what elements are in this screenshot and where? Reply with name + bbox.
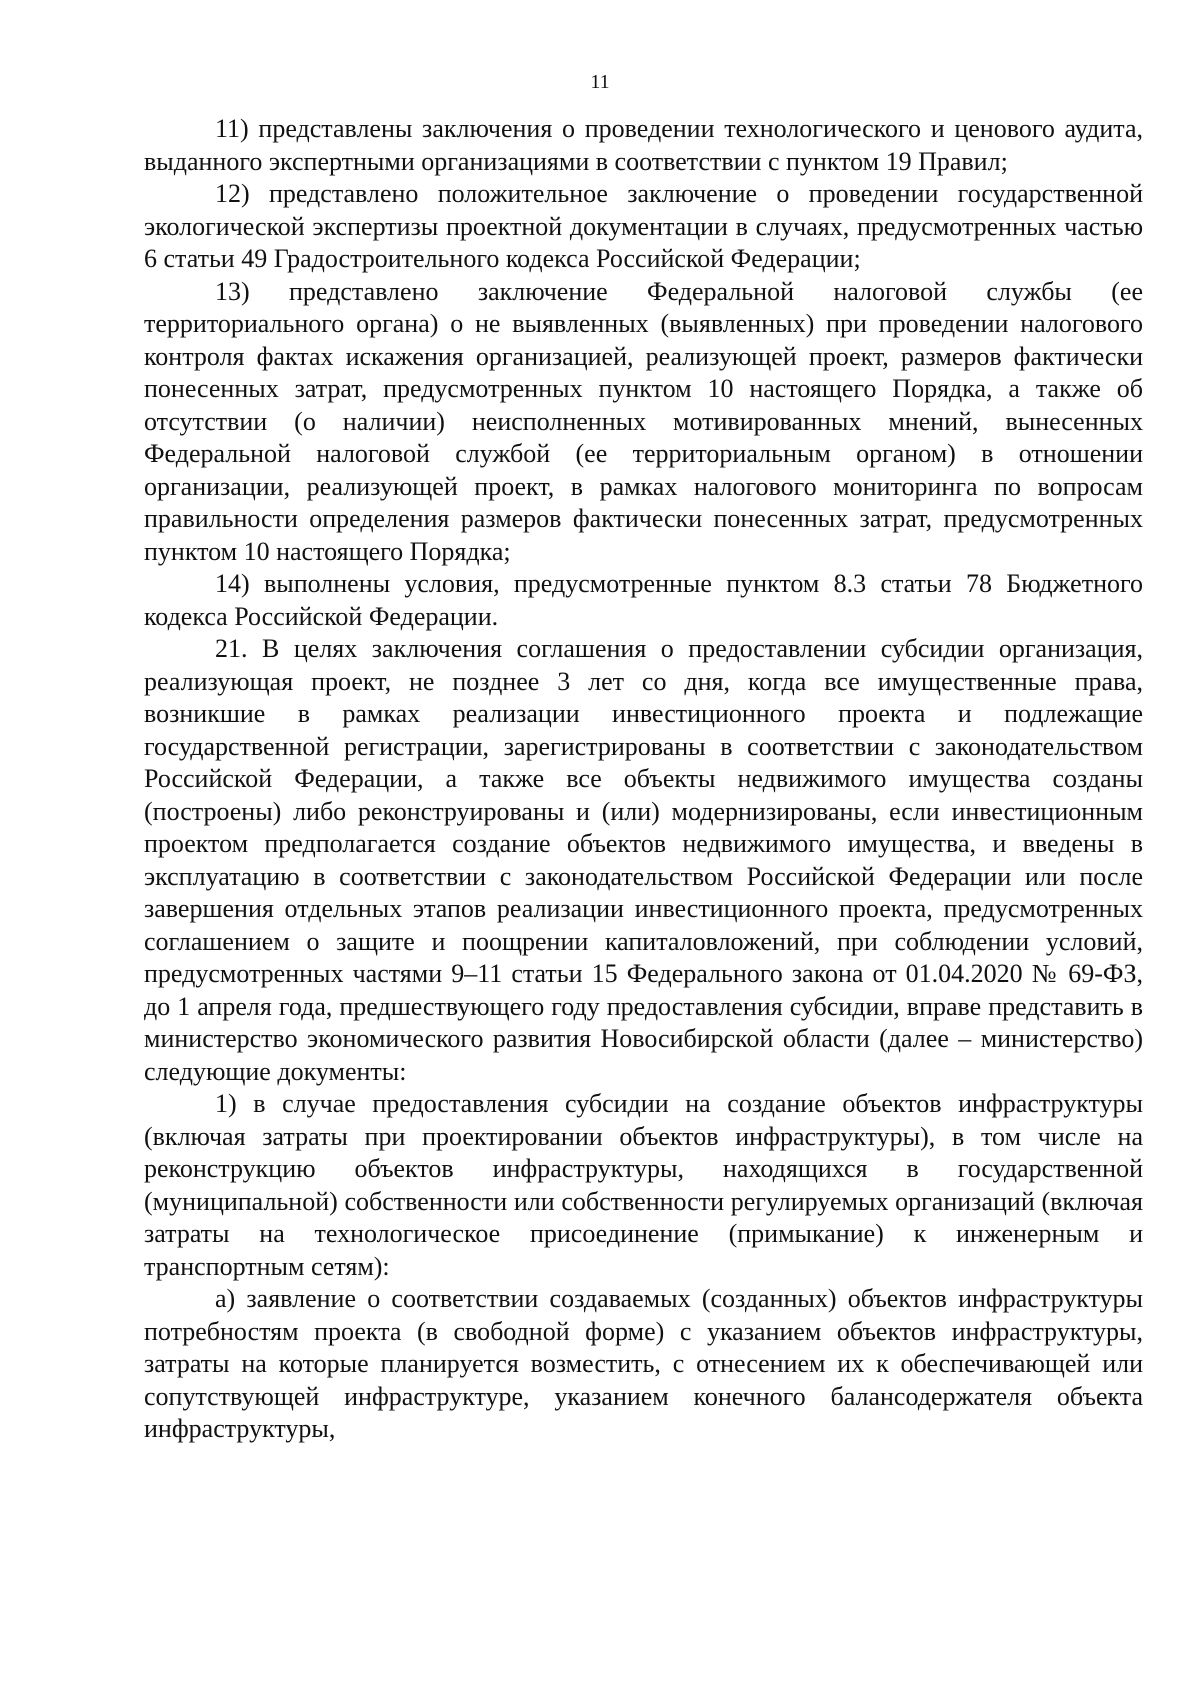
paragraph-item-12: 12) представлено положительное заключение о проведении государственной экологической экспертизы проектной документации в случаях, предусмотренных частью 6 статьи 49 Градостроительного кодекса Российской Федерации;	[144, 179, 1143, 273]
paragraph-subclause-a: а) заявление о соответствии создаваемых (созданных) объектов инфраструктуры потребностям проекта (в свободной форме) с указанием объектов инфраструктуры, затраты на которые планируется возместить, с отнесением их к обеспечивающей или сопутствующей инфраструктуре, указанием конечного балансодержателя объекта инфраструктуры,	[144, 1284, 1143, 1443]
paragraph-item-11: 11) представлены заключения о проведении технологического и ценового аудита, выданного экспертными организациями в соответствии с пунктом 19 Правил;	[144, 114, 1143, 176]
paragraph-clause-21: 21. В целях заключения соглашения о предоставлении субсидии организация, реализующая проект, не позднее 3 лет со дня, когда все имущественные права, возникшие в рамках реализации инвестиционного проекта и подлежащие государственной регистрации, зарегистрированы в соответствии с законодательством Российской Федерации, а также все объекты недвижимого имущества созданы (построены) либо реконструированы и (или) модернизированы, если инвестиционным проектом предполагается создание объектов недвижимого имущества, и введены в эксплуатацию в соответствии с законодательством Российской Федерации или после завершения отдельных этапов реализации инвестиционного проекта, предусмотренных соглашением о защите и поощрении капиталовложений, при соблюдении условий, предусмотренных частями 9–11 статьи 15 Федерального закона от 01.04.2020 № 69-ФЗ, до 1 апреля года, предшествующего году предоставления субсидии, вправе представить в министерство экономического развития Новосибирской области (далее – министерство) следующие документы:	[144, 634, 1143, 1086]
paragraph-item-14: 14) выполнены условия, предусмотренные пунктом 8.3 статьи 78 Бюджетного кодекса Российской Федерации.	[144, 569, 1143, 631]
page-number: 11	[590, 71, 610, 93]
paragraph-item-13: 13) представлено заключение Федеральной налоговой службы (ее территориального органа) о не выявленных (выявленных) при проведении налогового контроля фактах искажения организацией, реализующей проект, размеров фактически понесенных затрат, предусмотренных пунктом 10 настоящего Порядка, а также об отсутствии (о наличии) неисполненных мотивированных мнений, вынесенных Федеральной налоговой службой (ее территориальным органом) в отношении организации, реализующей проект, в рамках налогового мониторинга по вопросам правильности определения размеров фактически понесенных затрат, предусмотренных пунктом 10 настоящего Порядка;	[144, 276, 1143, 566]
document-body	[144, 113, 1143, 1446]
paragraph-subclause-1: 1) в случае предоставления субсидии на создание объектов инфраструктуры (включая затраты при проектировании объектов инфраструктуры), в том числе на реконструкцию объектов инфраструктуры, находящихся в государственной (муниципальной) собственности или собственности регулируемых организаций (включая затраты на технологическое присоединение (примыкание) к инженерным и транспортным сетям):	[144, 1089, 1143, 1281]
